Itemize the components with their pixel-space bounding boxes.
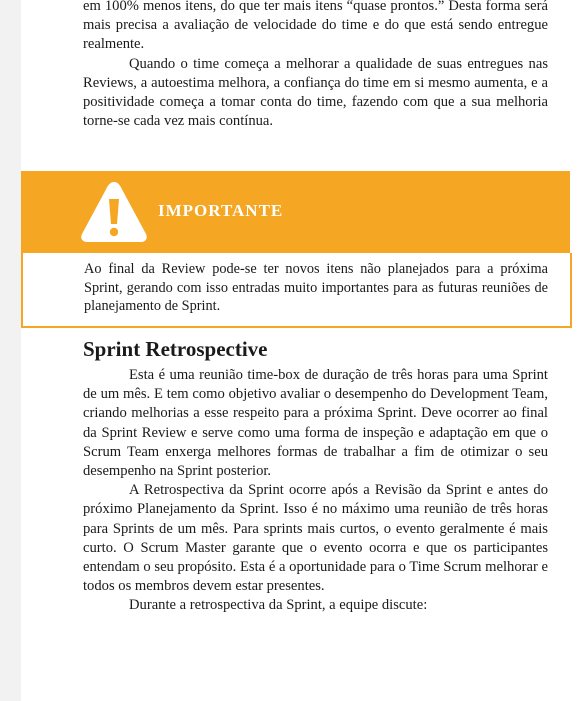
callout-title: IMPORTANTE (158, 201, 284, 220)
retro-paragraph-3: Durante a retrospectiva da Sprint, a equipe discute: (129, 597, 428, 614)
left-margin-strip (0, 0, 21, 701)
callout-text (84, 260, 548, 316)
important-callout-body (21, 253, 572, 328)
intro-text (83, 0, 548, 131)
warning-icon (79, 179, 149, 245)
intro-paragraph-1: em 100% menos itens, do que ter mais itens “quase prontos.” Desta forma será mais precisa a avaliação de velocidade do time e do que está sendo entregue realmente. (83, 0, 548, 53)
section-heading: Sprint Retrospective (83, 337, 268, 361)
document-page (21, 0, 580, 701)
retrospective-text (83, 366, 548, 616)
intro-paragraph-2: Quando o time começa a melhorar a qualidade de suas entregues nas Reviews, a autoestima melhora, a confiança do time em si mesmo aumenta, e a positividade começa a tomar conta do time, fazendo com que a sua melhoria torne-se cada vez mais contínua. (83, 55, 548, 130)
retro-paragraph-2: A Retrospectiva da Sprint ocorre após a Revisão da Sprint e antes do próximo Planejamento da Sprint. Isso é no máximo uma reunião de três horas para Sprints de um mês. Para sprints mais curtos, o evento geralmente é mais curto. O Scrum Master garante que o evento ocorra e que os participantes entendam o seu propósito. Esta é a oportunidade para o Time Scrum melhorar e todos os membros devem estar presentes. (83, 482, 548, 595)
callout-body-text: Ao final da Review pode-se ter novos itens não planejados para a próxima Sprint, gerando com isso entradas muito importantes para as futuras reuniões de planejamento de Sprint. (84, 261, 548, 315)
retro-paragraph-1: Esta é uma reunião time-box de duração de três horas para uma Sprint de um mês. E tem como objetivo avaliar o desempenho do Development Team, criando melhorias a esse respeito para a próxima Sprint. Deve ocorrer ao final da Sprint Review e serve como uma forma de inspeção e adaptação em que o Scrum Team enxerga melhores formas de trabalhar a fim de otimizar o seu desempenho na Sprint posterior. (83, 367, 548, 480)
important-callout-header (21, 171, 570, 253)
